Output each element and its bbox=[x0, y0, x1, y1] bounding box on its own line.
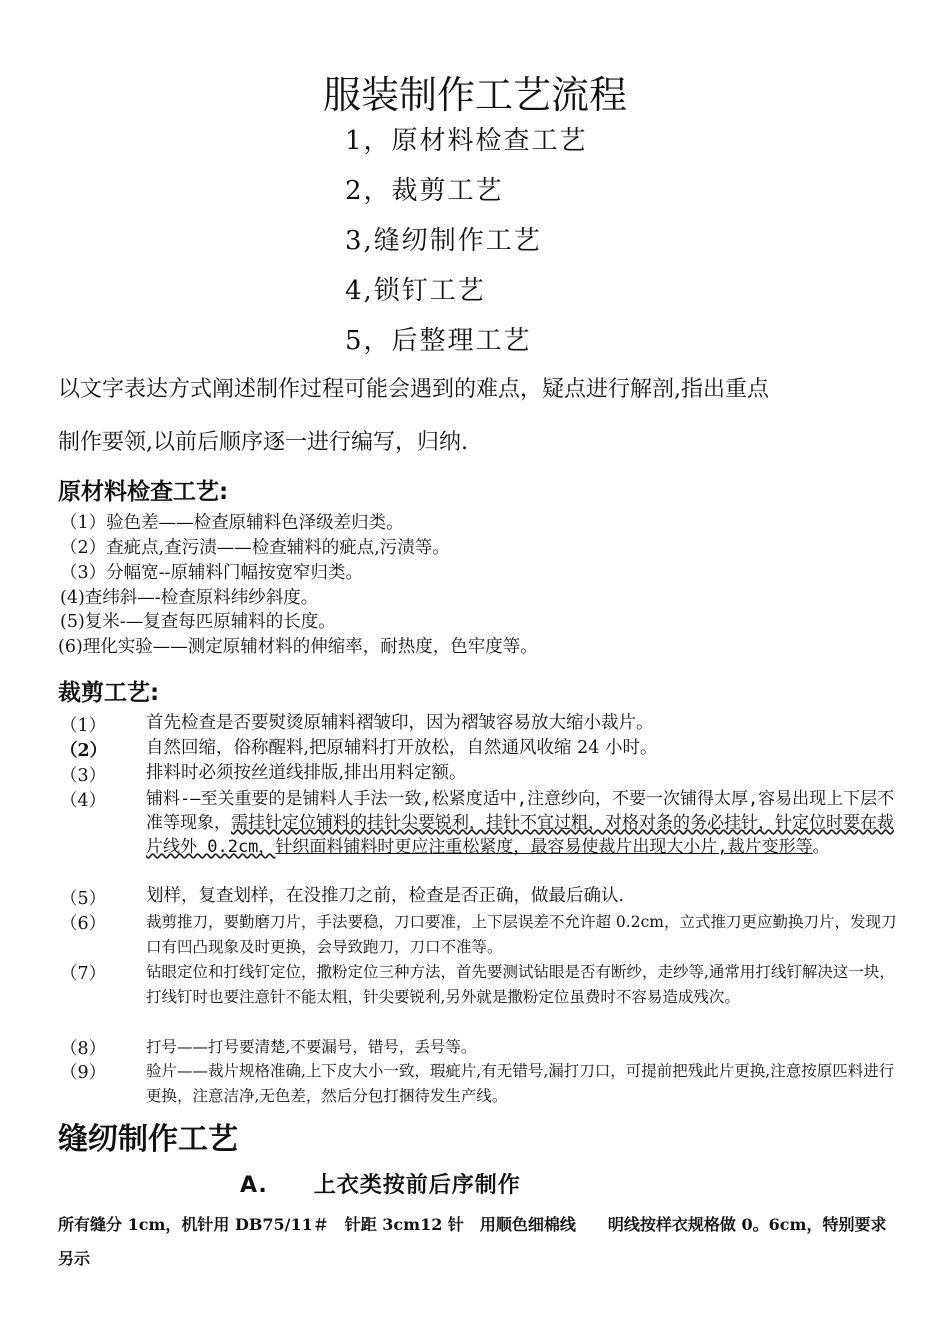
toc-item-1: 1，原材料检查工艺 bbox=[345, 126, 588, 156]
materials-item-4: (4)查纬斜—-检查原料纬纱斜度。 bbox=[60, 588, 319, 608]
cutting-item-text-underlined: 针织面料铺料时更应注重松紧度，最容易使裁片出现大小片,裁片变形等 bbox=[275, 837, 813, 857]
cutting-item-number: （1） bbox=[60, 716, 107, 736]
cutting-item-text: 首先检查是否要熨烫原辅料褶皱印，因为褶皱容易放大缩小裁片。 bbox=[146, 713, 654, 733]
document-title: 服装制作工艺流程 bbox=[322, 73, 627, 117]
section-heading-cutting: 裁剪工艺: bbox=[58, 680, 160, 706]
cutting-item-text: 验片——裁片规格准确,上下皮大小一致，瑕疵片,有无错号,漏打刀口，可提前把残此片更换,注意按原匹料进行更换，注意洁净,无色差，然后分包打捆待发生产线。 bbox=[146, 1062, 895, 1105]
materials-item-2: （2）查疵点,查污渍——检查辅料的疵点,污渍等。 bbox=[60, 538, 450, 558]
toc-item-3: 3,缝纫制作工艺 bbox=[345, 226, 542, 256]
materials-item-5: (5)复米-—复查每匹原辅料的长度。 bbox=[60, 612, 336, 632]
cutting-item-text: 划样，复查划样，在没推刀之前，检查是否正确，做最后确认. bbox=[146, 886, 625, 906]
sewing-note: 所有缝分 1cm，机针用 DB75/11＃ 针距 3cm12 针 用顺色细棉线 明线按样衣规格做 0。6cm，特别要求另示 bbox=[58, 1215, 887, 1268]
cutting-item-text: 钻眼定位和打线钉定位，撒粉定位三种方法，首先要测试钻眼是否有断纱，走纱等,通常用打线钉解决这一块，打线钉时也要注意针不能太粗，针尖要锐利,另外就是撒粉定位虽费时不容易造成残次。 bbox=[146, 963, 895, 1006]
section-heading-materials: 原材料检查工艺: bbox=[58, 479, 229, 505]
cutting-item-text-end: 。 bbox=[812, 837, 830, 857]
cutting-item-text-plain: 铺料-—至关重要的是铺料人手法一致,松紧度适中,注意纱向，不要一次铺得太厚,容易出现上下层不准等现象， bbox=[146, 789, 895, 833]
cutting-item-text: 裁剪推刀，要勤磨刀片，手法要稳，刀口要准，上下层误差不允许超 0.2cm，立式推刀更应勤换刀片，发现刀口有凹凸现象及时更换，会导致跑刀，刀口不准等。 bbox=[146, 913, 897, 956]
cutting-item-text-wavy: 需挂针定位铺料的挂针尖要锐利，挂针不宜过粗，对格对条的务必挂针，针定位时要在裁片线外 0.2cm， bbox=[146, 813, 894, 857]
materials-item-1: （1）验色差——检查原辅料色泽级差归类。 bbox=[60, 513, 404, 533]
cutting-item-number: （3） bbox=[60, 766, 107, 786]
cutting-item-number: （2） bbox=[60, 741, 108, 761]
cutting-item-number: （5） bbox=[60, 889, 107, 909]
section-heading-sewing: 缝纫制作工艺 bbox=[58, 1122, 238, 1157]
cutting-item-text: 排料时必须按丝道线排版,排出用料定额。 bbox=[146, 763, 467, 783]
cutting-item-text bbox=[146, 787, 898, 859]
cutting-item-number: （7） bbox=[60, 964, 107, 984]
materials-item-6: (6)理化实验——测定原辅材料的伸缩率，耐热度，色牢度等。 bbox=[58, 637, 538, 657]
intro-line-1: 以文字表达方式阐述制作过程可能会遇到的难点，疑点进行解剖,指出重点 bbox=[58, 377, 769, 402]
toc-item-2: 2，裁剪工艺 bbox=[345, 176, 504, 206]
cutting-item-text: 打号——打号要清楚,不要漏号，错号，丢号等。 bbox=[146, 1038, 477, 1056]
cutting-item-text: 自然回缩，俗称醒料,把原辅料打开放松，自然通风收缩 24 小时。 bbox=[146, 738, 658, 758]
toc-item-4: 4,锁钉工艺 bbox=[345, 276, 486, 306]
toc-item-5: 5，后整理工艺 bbox=[345, 326, 532, 356]
cutting-item-number: （8） bbox=[60, 1039, 107, 1059]
intro-line-2: 制作要领,以前后顺序逐一进行编写，归纳. bbox=[58, 430, 468, 455]
cutting-item-number: （9） bbox=[60, 1063, 107, 1083]
cutting-item-number: （6） bbox=[60, 914, 107, 934]
sewing-subheading: A. 上衣类按前后序制作 bbox=[240, 1173, 521, 1198]
materials-item-3: （3）分幅宽--原辅料门幅按宽窄归类。 bbox=[60, 563, 363, 583]
cutting-item-number: （4） bbox=[60, 791, 107, 811]
